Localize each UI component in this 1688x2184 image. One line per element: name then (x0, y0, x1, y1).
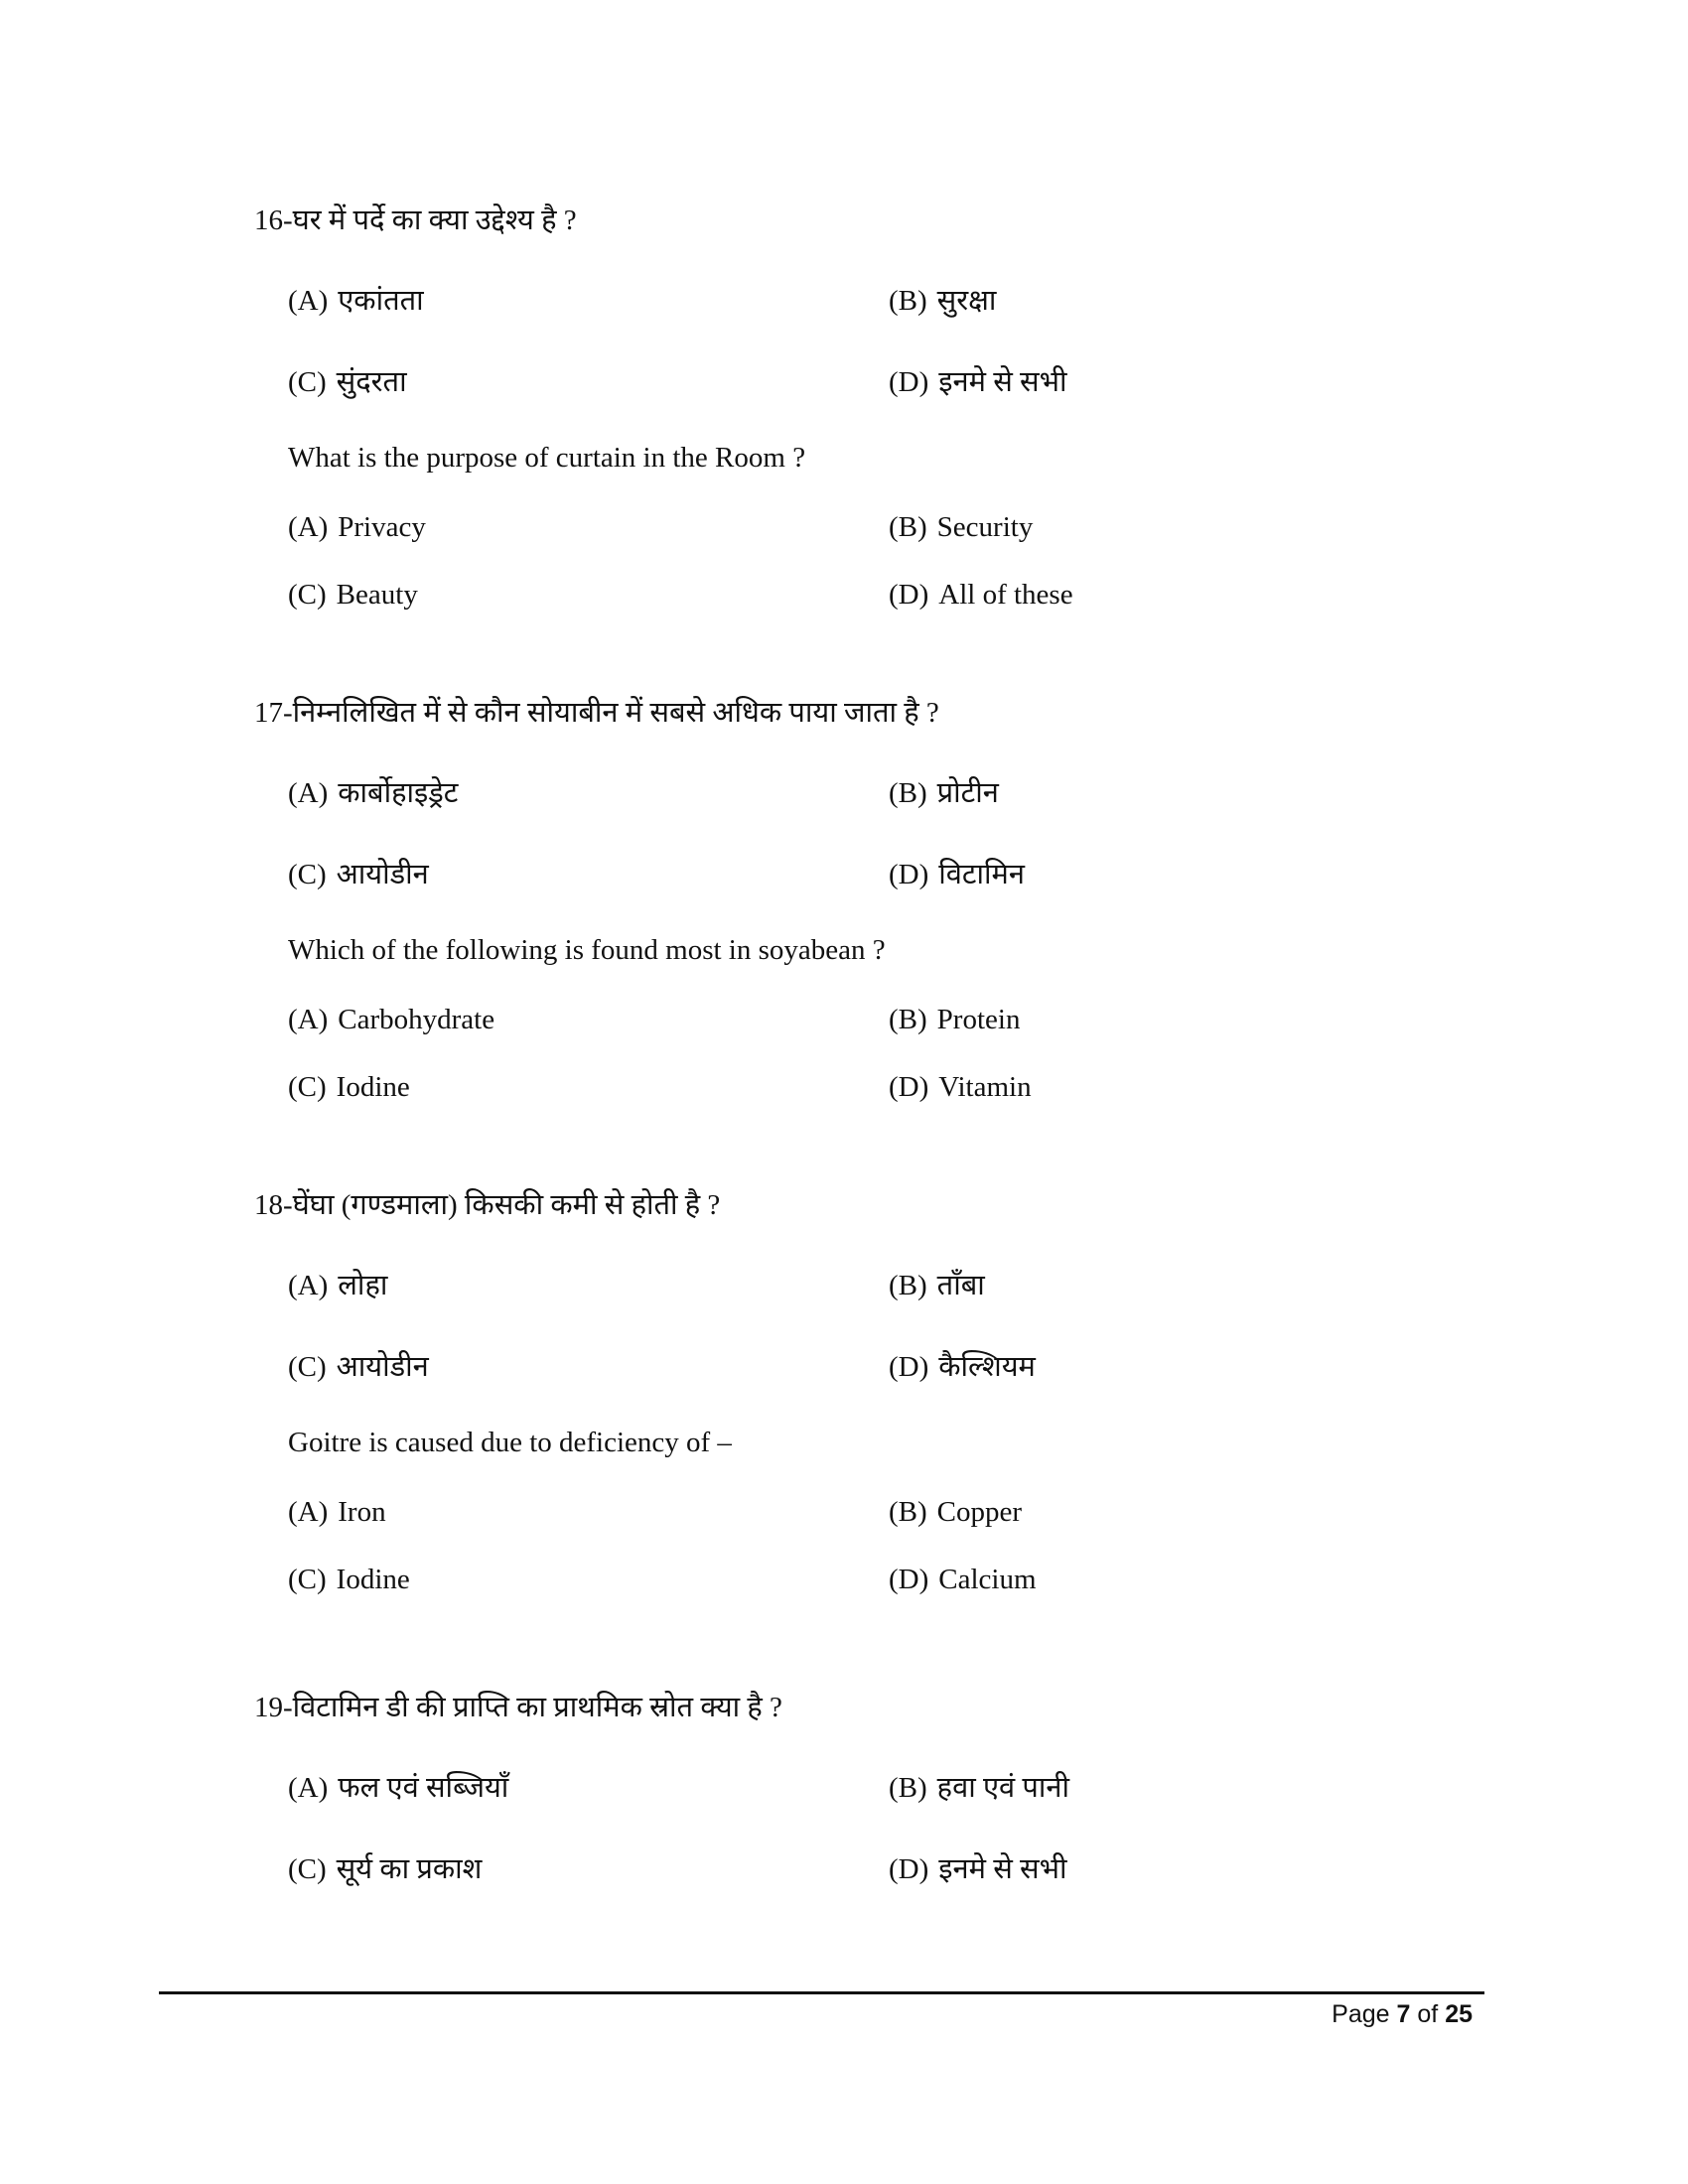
option-label: (B) (889, 285, 927, 317)
option-text: विटामिन (938, 859, 1025, 890)
option-label: (D) (889, 1853, 929, 1885)
question-title-hindi (254, 1688, 782, 1727)
option-label: (C) (288, 366, 327, 398)
hindi-option-b (889, 773, 999, 813)
option-text: ताँबा (936, 1270, 985, 1301)
question-title-english (288, 930, 886, 970)
total-pages: 25 (1445, 2000, 1473, 2028)
question-number: 19- (254, 1692, 293, 1723)
option-label: (A) (288, 285, 329, 317)
option-text: Calcium (938, 1564, 1037, 1595)
option-label: (B) (889, 1496, 927, 1528)
hindi-option-a (288, 773, 458, 813)
option-label: (A) (288, 1772, 329, 1804)
option-label: (B) (889, 511, 927, 543)
option-text: Privacy (338, 511, 426, 543)
option-text: Protein (936, 1004, 1021, 1035)
option-text: Copper (936, 1496, 1023, 1528)
english-option-c (288, 1560, 410, 1599)
option-label: (D) (889, 1071, 929, 1103)
option-label: (D) (889, 579, 929, 611)
option-text: Carbohydrate (338, 1004, 495, 1035)
page-number (1332, 2000, 1473, 2029)
question-number: 17- (254, 697, 293, 729)
option-text: सूर्य का प्रकाश (336, 1853, 483, 1885)
option-label: (C) (288, 579, 327, 611)
option-text: आयोडीन (336, 1351, 429, 1383)
option-label: (D) (889, 366, 929, 398)
question-text-hindi: विटामिन डी की प्राप्ति का प्राथमिक स्रोत क्या है ? (292, 1692, 782, 1723)
option-text: फल एवं सब्जियाँ (338, 1772, 509, 1804)
option-label: (B) (889, 777, 927, 809)
english-option-b (889, 1000, 1020, 1039)
question-text-hindi: घर में पर्दे का क्या उद्देश्य है ? (292, 205, 577, 236)
option-text: एकांतता (338, 285, 424, 317)
english-option-d (889, 575, 1073, 614)
option-label: (C) (288, 1564, 327, 1595)
hindi-option-d (889, 362, 1067, 402)
option-text: सुरक्षा (936, 285, 997, 317)
option-label: (D) (889, 859, 929, 890)
option-text: Iodine (336, 1564, 410, 1595)
option-text: Vitamin (938, 1071, 1032, 1103)
question-title-hindi (254, 693, 939, 733)
question-text-english: What is the purpose of curtain in the Room ? (288, 442, 806, 474)
question-text-english: Goitre is caused due to deficiency of – (288, 1427, 732, 1458)
question-title-hindi (254, 201, 577, 240)
option-text: सुंदरता (336, 366, 407, 398)
option-text: कैल्शियम (938, 1351, 1036, 1383)
option-label: (A) (288, 1270, 329, 1301)
current-page: 7 (1396, 2000, 1411, 2028)
english-option-c (288, 575, 418, 614)
option-label: (D) (889, 1351, 929, 1383)
option-text: लोहा (338, 1270, 388, 1301)
hindi-option-a (288, 281, 424, 321)
option-label: (A) (288, 777, 329, 809)
option-text: आयोडीन (336, 859, 429, 890)
of-word: of (1417, 2000, 1439, 2028)
option-label: (C) (288, 1071, 327, 1103)
page-word: Page (1332, 2000, 1390, 2028)
question-title-hindi (254, 1185, 720, 1225)
hindi-option-c (288, 362, 407, 402)
english-option-a (288, 1492, 386, 1532)
hindi-option-d (889, 1347, 1036, 1387)
hindi-option-b (889, 281, 996, 321)
option-label: (C) (288, 859, 327, 890)
hindi-option-c (288, 1849, 482, 1889)
footer-divider (159, 1991, 1484, 1994)
option-label: (A) (288, 1004, 329, 1035)
option-text: Security (936, 511, 1034, 543)
hindi-option-a (288, 1768, 508, 1808)
question-title-english (288, 438, 805, 478)
option-label: (A) (288, 1496, 329, 1528)
option-label: (D) (889, 1564, 929, 1595)
option-label: (C) (288, 1351, 327, 1383)
question-text-hindi: घेंघा (गण्डमाला) किसकी कमी से होती है ? (292, 1189, 721, 1221)
english-option-b (889, 1492, 1022, 1532)
english-option-b (889, 507, 1033, 547)
option-label: (B) (889, 1772, 927, 1804)
question-text-english: Which of the following is found most in soyabean ? (288, 934, 886, 966)
option-text: All of these (938, 579, 1073, 611)
option-label: (B) (889, 1004, 927, 1035)
option-text: Iron (338, 1496, 386, 1528)
question-number: 16- (254, 205, 293, 236)
hindi-option-b (889, 1266, 985, 1305)
option-label: (A) (288, 511, 329, 543)
option-text: इनमे से सभी (938, 366, 1067, 398)
option-text: इनमे से सभी (938, 1853, 1067, 1885)
hindi-option-d (889, 855, 1025, 894)
english-option-c (288, 1067, 410, 1107)
hindi-option-d (889, 1849, 1067, 1889)
question-text-hindi: निम्नलिखित में से कौन सोयाबीन में सबसे अधिक पाया जाता है ? (292, 697, 939, 729)
hindi-option-c (288, 855, 429, 894)
option-text: Beauty (336, 579, 418, 611)
hindi-option-b (889, 1768, 1069, 1808)
hindi-option-a (288, 1266, 387, 1305)
english-option-d (889, 1067, 1032, 1107)
hindi-option-c (288, 1347, 429, 1387)
question-title-english (288, 1423, 732, 1462)
english-option-a (288, 507, 426, 547)
option-text: हवा एवं पानी (936, 1772, 1069, 1804)
english-option-a (288, 1000, 494, 1039)
question-number: 18- (254, 1189, 293, 1221)
option-text: प्रोटीन (936, 777, 999, 809)
english-option-d (889, 1560, 1037, 1599)
option-label: (B) (889, 1270, 927, 1301)
option-label: (C) (288, 1853, 327, 1885)
option-text: Iodine (336, 1071, 410, 1103)
option-text: कार्बोहाइड्रेट (338, 777, 459, 809)
